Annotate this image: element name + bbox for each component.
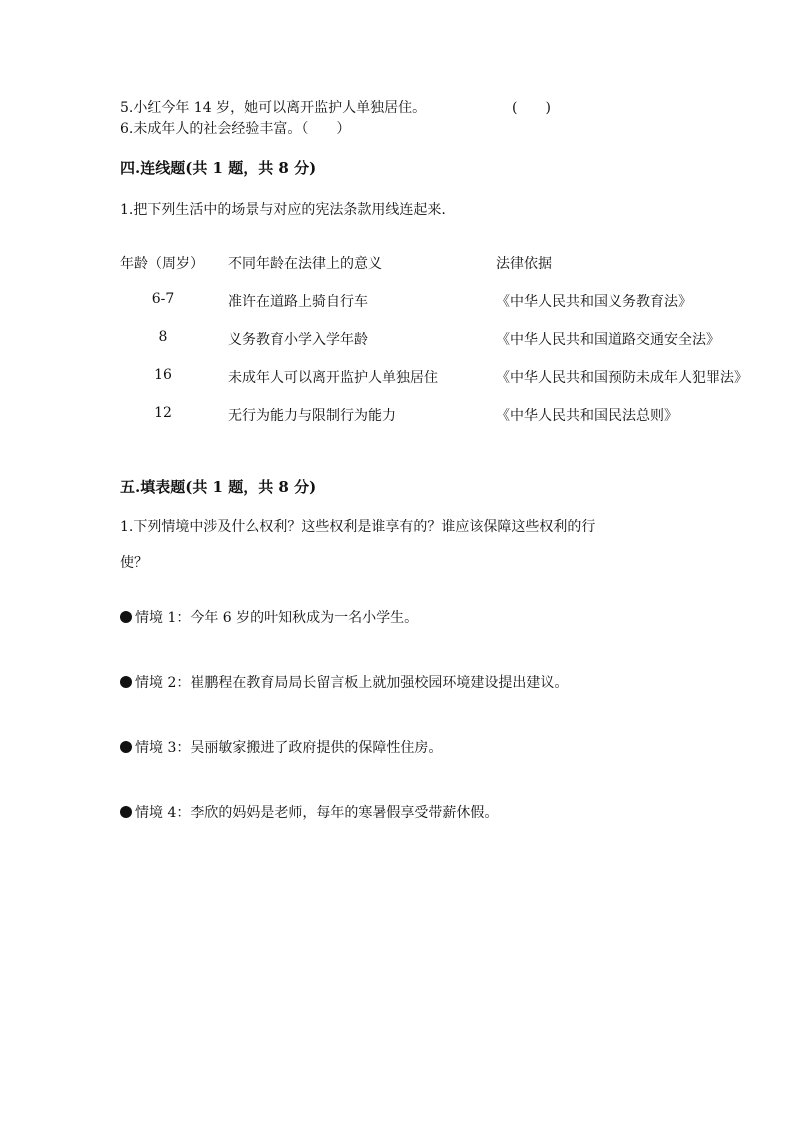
bullet-icon [120, 611, 132, 623]
section-4-question: 1.把下列生活中的场景与对应的宪法条款用线连起来. [120, 202, 446, 218]
row-3-age: 16 [154, 367, 172, 383]
scenario-4-text: 情境 4：李欣的妈妈是老师，每年的寒暑假享受带薪休假。 [135, 805, 499, 821]
bullet-icon [120, 741, 132, 753]
question-5: 5.小红今年 14 岁，她可以离开监护人单独居住。 [120, 100, 427, 116]
row-4-law: 《中华人民共和国民法总则》 [496, 408, 678, 424]
scenario-4 [120, 802, 498, 822]
header-age: 年龄（周岁） [120, 256, 204, 272]
question-6: 6.未成年人的社会经验丰富。（ ） [120, 121, 351, 137]
row-3-law: 《中华人民共和国预防未成年人犯罪法》 [496, 370, 748, 386]
header-meaning: 不同年龄在法律上的意义 [228, 256, 382, 272]
row-2-law: 《中华人民共和国道路交通安全法》 [496, 332, 720, 348]
scenario-1 [120, 607, 418, 627]
scenario-3-text: 情境 3：吴丽敏家搬进了政府提供的保障性住房。 [135, 740, 443, 756]
section-4-heading: 四.连线题(共 1 题，共 8 分) [120, 159, 317, 177]
answer-blank-5: ( ) [512, 100, 551, 116]
section-5-question-line-2: 使？ [120, 555, 148, 571]
bullet-icon [120, 676, 132, 688]
bullet-icon [120, 806, 132, 818]
row-1-meaning: 准许在道路上骑自行车 [228, 294, 368, 310]
row-4-age: 12 [154, 405, 172, 421]
scenario-3 [120, 737, 442, 757]
scenario-1-text: 情境 1：今年 6 岁的叶知秋成为一名小学生。 [135, 610, 419, 626]
section-5-question-line-1: 1.下列情境中涉及什么权利？这些权利是谁享有的？谁应该保障这些权利的行 [120, 519, 596, 535]
section-5-heading: 五.填表题(共 1 题，共 8 分) [120, 478, 317, 496]
row-3-meaning: 未成年人可以离开监护人单独居住 [228, 370, 438, 386]
row-2-meaning: 义务教育小学入学年龄 [228, 332, 368, 348]
row-4-meaning: 无行为能力与限制行为能力 [228, 408, 396, 424]
scenario-2-text: 情境 2：崔鹏程在教育局局长留言板上就加强校园环境建设提出建议。 [135, 675, 569, 691]
header-law: 法律依据 [496, 256, 552, 272]
row-1-law: 《中华人民共和国义务教育法》 [496, 294, 692, 310]
scenario-2 [120, 672, 568, 692]
row-2-age: 8 [158, 329, 168, 345]
row-1-age: 6-7 [151, 291, 175, 307]
